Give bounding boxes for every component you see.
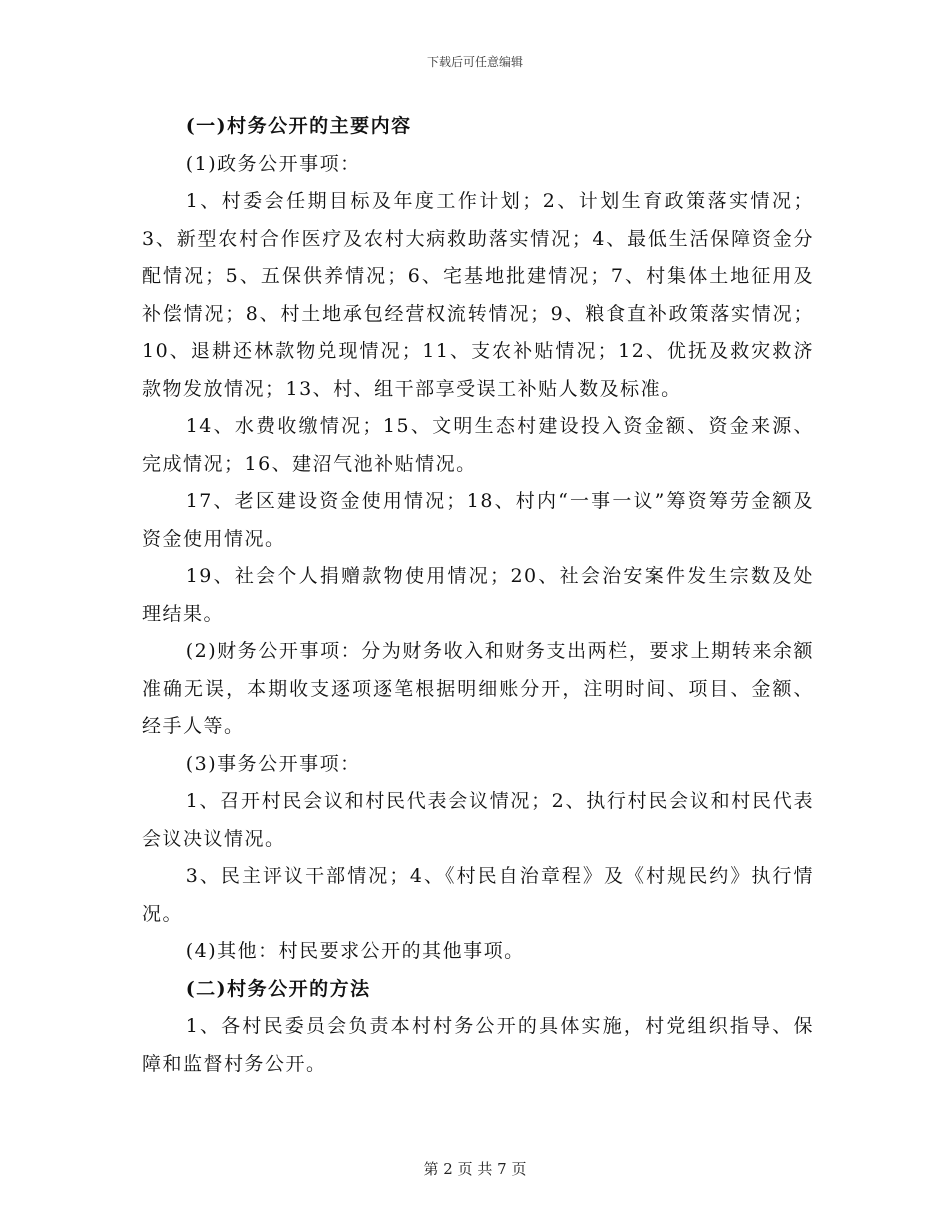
paragraph-items-17-18: 17、老区建设资金使用情况；18、村内“一事一议”筹资筹劳金额及资金使用情况。 bbox=[142, 490, 814, 550]
paragraph-affairs-3-4: 3、民主评议干部情况；4、《村民自治章程》及《村规民约》执行情况。 bbox=[142, 865, 814, 925]
section-heading-content: (一)村务公开的主要内容 bbox=[185, 115, 412, 137]
section-heading-methods: (二)村务公开的方法 bbox=[185, 977, 371, 1000]
paragraph-method-1: 1、各村民委员会负责本村村务公开的具体实施，村党组织指导、保障和监督村务公开。 bbox=[142, 1015, 814, 1075]
paragraph-financial-affairs: (2)财务公开事项：分为财务收入和财务支出两栏，要求上期转来余额准确无误，本期收支逐项逐笔根据明细账分开，注明时间、项目、金额、经手人等。 bbox=[142, 640, 814, 737]
paragraph-other: (4)其他：村民要求公开的其他事项。 bbox=[185, 940, 525, 962]
document-body bbox=[142, 108, 814, 1083]
paragraph-affairs-1-2: 1、召开村民会议和村民代表会议情况；2、执行村民会议和村民代表会议决议情况。 bbox=[142, 790, 814, 850]
page-header-note: 下载后可任意编辑 bbox=[426, 55, 523, 69]
paragraph-government-affairs: (1)政务公开事项： bbox=[185, 152, 361, 175]
paragraph-items-1-13: 1、村委会任期目标及年度工作计划；2、计划生育政策落实情况；3、新型农村合作医疗及农村大病救助落实情况；4、最低生活保障资金分配情况；5、五保供养情况；6、宅基地批建情况；7、村集体土地征用及补偿情况；8、村土地承包经营权流转情况；9、粮食直补政策落实情况；10、退耕还林款物兑现情况；11、支农补贴情况；12、优抚及救灾救济款物发放情况；13、村、组干部享受误工补贴人数及标准。 bbox=[142, 190, 814, 400]
page-number: 第 2 页 共 7 页 bbox=[423, 1160, 527, 1178]
paragraph-affairs-items: (3)事务公开事项： bbox=[185, 752, 361, 775]
paragraph-items-19-20: 19、社会个人捐赠款物使用情况；20、社会治安案件发生宗数及处理结果。 bbox=[142, 565, 814, 625]
paragraph-items-14-16: 14、水费收缴情况；15、文明生态村建设投入资金额、资金来源、完成情况；16、建沼气池补贴情况。 bbox=[142, 415, 814, 475]
